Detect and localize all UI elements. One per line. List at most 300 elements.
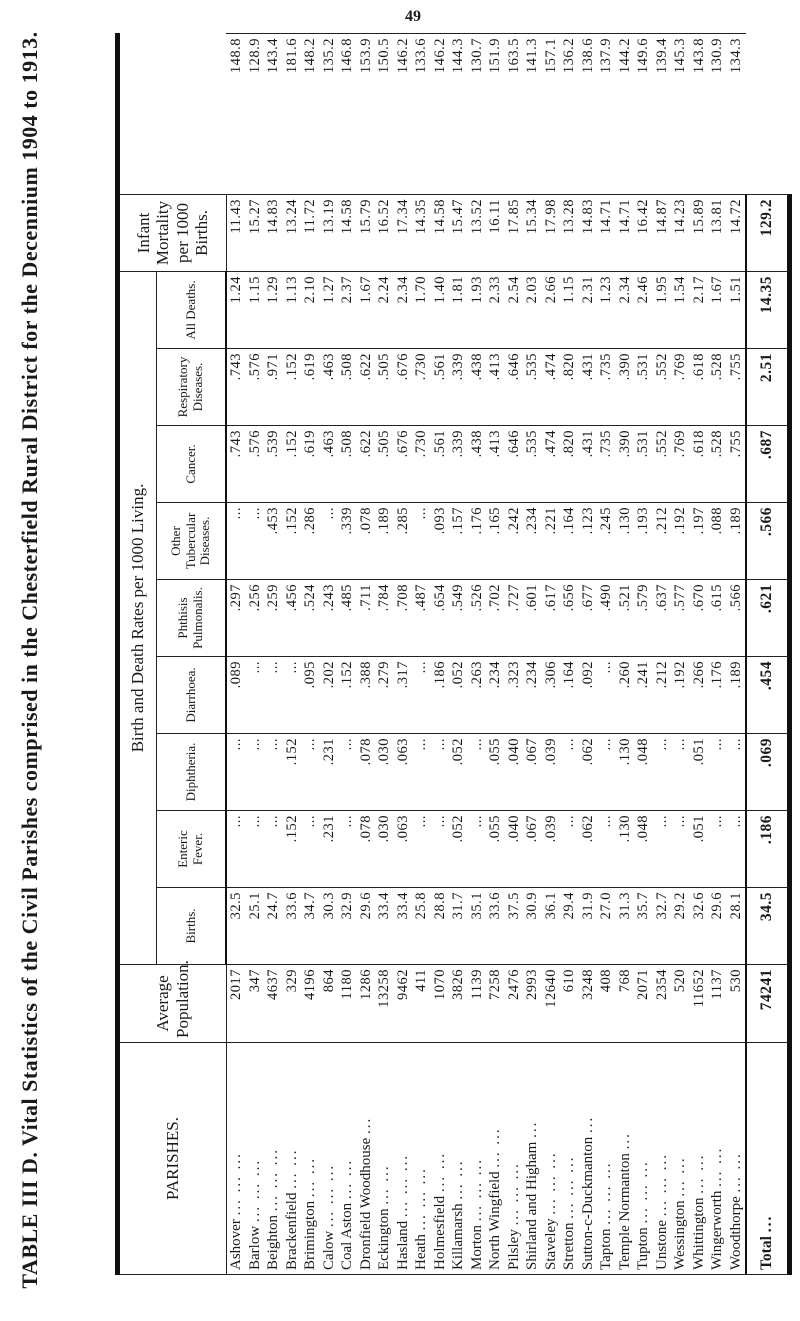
rate-cell: 29.2 bbox=[671, 888, 690, 965]
rate-cell: 33.4 bbox=[394, 888, 413, 965]
rate-cell: ... bbox=[226, 503, 246, 580]
rate-cell: .051 bbox=[690, 734, 709, 811]
leader-dots: ... bbox=[524, 1120, 540, 1138]
population-cell: 9462 bbox=[394, 965, 413, 1043]
rate-cell: 15.34 bbox=[523, 194, 542, 271]
rate-cell: .192 bbox=[671, 503, 690, 580]
rate-cell: 2.34 bbox=[616, 271, 635, 348]
population-cell: 610 bbox=[560, 965, 579, 1043]
rate-cell: .431 bbox=[579, 349, 598, 426]
parish-name-cell bbox=[505, 1043, 524, 1275]
rate-cell: .784 bbox=[375, 580, 394, 657]
rate-cell: .390 bbox=[616, 426, 635, 503]
rate-cell: .528 bbox=[708, 426, 727, 503]
rate-cell: 146.2 bbox=[394, 34, 413, 195]
parish-name: Barlow bbox=[246, 1225, 263, 1270]
rate-cell: .323 bbox=[505, 657, 524, 734]
rate-cell: 150.5 bbox=[375, 34, 394, 195]
rate-cell: 14.83 bbox=[264, 194, 283, 271]
rate-cell: .820 bbox=[560, 426, 579, 503]
rate-cell: .088 bbox=[708, 503, 727, 580]
rate-cell: .176 bbox=[708, 657, 727, 734]
rate-cell: 2.34 bbox=[394, 271, 413, 348]
rate-cell: .490 bbox=[597, 580, 616, 657]
rate-header: Diphtheria. bbox=[157, 734, 227, 811]
table-row bbox=[320, 34, 339, 1275]
rate-cell: .130 bbox=[616, 503, 635, 580]
rate-cell: .339 bbox=[449, 426, 468, 503]
rate-header: Enteric Fever. bbox=[157, 811, 227, 888]
rate-cell: .676 bbox=[394, 426, 413, 503]
rate-cell: 2.66 bbox=[542, 271, 561, 348]
table-row bbox=[246, 34, 265, 1275]
rate-cell: 14.72 bbox=[727, 194, 747, 271]
rate-cell: 15.89 bbox=[690, 194, 709, 271]
rate-cell: .202 bbox=[320, 657, 339, 734]
parish-name: Stretton bbox=[561, 1222, 577, 1270]
rate-cell: .078 bbox=[357, 811, 376, 888]
rate-cell: ... bbox=[431, 811, 450, 888]
rate-cell: ... bbox=[597, 811, 616, 888]
table-row bbox=[226, 34, 246, 1275]
leader-dots: ... ... bbox=[339, 1158, 355, 1200]
rate-cell: .505 bbox=[375, 426, 394, 503]
rate-cell: .727 bbox=[505, 580, 524, 657]
rate-cell: .463 bbox=[320, 349, 339, 426]
rate-cell: 1.15 bbox=[560, 271, 579, 348]
leader-dots: ... ... bbox=[727, 1152, 744, 1193]
parish-name-cell bbox=[226, 1043, 246, 1275]
rate-cell: .189 bbox=[375, 503, 394, 580]
parish-name-cell bbox=[653, 1043, 672, 1275]
rate-cell: .390 bbox=[616, 349, 635, 426]
parish-name: Coal Aston bbox=[339, 1202, 355, 1270]
rate-header: Births. bbox=[157, 888, 227, 965]
rate-cell: 29.6 bbox=[708, 888, 727, 965]
population-cell: 1180 bbox=[338, 965, 357, 1043]
rate-cell: .317 bbox=[394, 657, 413, 734]
rate-cell: .438 bbox=[468, 426, 487, 503]
rate-cell: .063 bbox=[394, 734, 413, 811]
rate-cell: .677 bbox=[579, 580, 598, 657]
rate-cell: .601 bbox=[523, 580, 542, 657]
rate-cell: 14.35 bbox=[412, 194, 431, 271]
rate-cell: 146.2 bbox=[431, 34, 450, 195]
table-row bbox=[616, 34, 635, 1275]
rate-cell: 1.13 bbox=[283, 271, 302, 348]
rate-cell: ... bbox=[708, 811, 727, 888]
rate-header: Other Tubercular Diseases. bbox=[157, 503, 227, 580]
rate-cell: 17.85 bbox=[505, 194, 524, 271]
rate-cell: .123 bbox=[579, 503, 598, 580]
population-cell: 347 bbox=[246, 965, 265, 1043]
rate-cell: 1.81 bbox=[449, 271, 468, 348]
rate-cell: .231 bbox=[320, 811, 339, 888]
parish-name: Eckington bbox=[376, 1208, 392, 1270]
rate-cell: 30.9 bbox=[523, 888, 542, 965]
rate-cell: ... bbox=[246, 503, 265, 580]
rate-cell: 16.42 bbox=[634, 194, 653, 271]
rate-cell: .052 bbox=[449, 734, 468, 811]
rate-cell: .052 bbox=[449, 657, 468, 734]
population-cell: 520 bbox=[671, 965, 690, 1043]
rate-cell: .566 bbox=[727, 580, 747, 657]
rate-cell: ... bbox=[246, 657, 265, 734]
rate-cell: .297 bbox=[226, 580, 246, 657]
rate-cell: .654 bbox=[431, 580, 450, 657]
rate-cell: .524 bbox=[301, 580, 320, 657]
rate-cell: 14.71 bbox=[616, 194, 635, 271]
rate-cell: .769 bbox=[671, 426, 690, 503]
rate-cell: .242 bbox=[505, 503, 524, 580]
leader-dots: ... ... bbox=[487, 1127, 503, 1168]
leader-dots: ... ... ... bbox=[653, 1153, 670, 1217]
rate-cell: .615 bbox=[708, 580, 727, 657]
parish-name-cell bbox=[301, 1043, 320, 1275]
leader-dots: ... ... ... bbox=[246, 1158, 263, 1223]
rate-cell: 35.7 bbox=[634, 888, 653, 965]
parish-name-cell bbox=[690, 1043, 709, 1275]
rate-cell: ... bbox=[283, 657, 302, 734]
rate-cell: 141.3 bbox=[523, 34, 542, 195]
rate-cell: .619 bbox=[301, 349, 320, 426]
rate-cell: .152 bbox=[283, 811, 302, 888]
parish-name: North Wingfield bbox=[487, 1171, 503, 1270]
rate-cell: .092 bbox=[579, 657, 598, 734]
rate-cell: .063 bbox=[394, 811, 413, 888]
table-row bbox=[653, 34, 672, 1275]
rate-cell: 14.58 bbox=[431, 194, 450, 271]
rate-cell: .051 bbox=[690, 811, 709, 888]
rate-cell: 32.6 bbox=[690, 888, 709, 965]
rate-cell: 13.81 bbox=[708, 194, 727, 271]
leader-dots: ... ... ... bbox=[413, 1167, 429, 1231]
rate-cell: .279 bbox=[375, 657, 394, 734]
rate-cell: .971 bbox=[264, 349, 283, 426]
rate-cell: ... bbox=[301, 811, 320, 888]
leader-dots: ... ... ... bbox=[227, 1152, 244, 1216]
rate-cell: .755 bbox=[727, 426, 747, 503]
rate-cell: .339 bbox=[338, 503, 357, 580]
rate-cell: .286 bbox=[301, 503, 320, 580]
rate-cell: 34.5 bbox=[746, 888, 790, 965]
rate-cell: 25.8 bbox=[412, 888, 431, 965]
parish-name: Killamarsh bbox=[450, 1203, 466, 1270]
rate-cell: .755 bbox=[727, 349, 747, 426]
rate-cell: .040 bbox=[505, 811, 524, 888]
rate-cell: 130.9 bbox=[708, 34, 727, 195]
population-cell: 4196 bbox=[301, 965, 320, 1043]
rate-cell: 33.6 bbox=[283, 888, 302, 965]
parish-name: Holmesfield bbox=[431, 1195, 448, 1270]
rate-cell: .549 bbox=[449, 580, 468, 657]
rate-cell: .552 bbox=[653, 426, 672, 503]
rate-cell: .820 bbox=[560, 349, 579, 426]
rate-cell: ... bbox=[671, 734, 690, 811]
leader-dots: ... ... ... bbox=[265, 1148, 281, 1212]
rate-cell: .256 bbox=[246, 580, 265, 657]
rate-cell: .622 bbox=[357, 426, 376, 503]
parish-name: Tupton bbox=[635, 1227, 651, 1270]
rate-cell: .463 bbox=[320, 426, 339, 503]
rate-cell: 33.4 bbox=[375, 888, 394, 965]
leader-dots: ... ... bbox=[450, 1159, 466, 1200]
rate-cell: .730 bbox=[412, 426, 431, 503]
parish-name-cell bbox=[357, 1043, 376, 1275]
parish-name-cell bbox=[412, 1043, 431, 1275]
rate-cell: .535 bbox=[523, 349, 542, 426]
rate-cell: .263 bbox=[468, 657, 487, 734]
rate-cell: 27.0 bbox=[597, 888, 616, 965]
table-row bbox=[449, 34, 468, 1275]
parish-name: Staveley bbox=[542, 1218, 559, 1270]
parish-name-cell bbox=[431, 1043, 450, 1275]
rate-cell: 1.27 bbox=[320, 271, 339, 348]
rate-header: Cancer. bbox=[157, 426, 227, 503]
rate-cell: 144.2 bbox=[616, 34, 635, 195]
rate-cell: .637 bbox=[653, 580, 672, 657]
leader-dots: ... ... ... bbox=[505, 1162, 522, 1226]
rate-cell: .245 bbox=[597, 503, 616, 580]
population-cell: 408 bbox=[597, 965, 616, 1043]
table-row bbox=[579, 34, 598, 1275]
leader-dots: ... ... ... bbox=[561, 1155, 577, 1219]
rate-cell: 1.24 bbox=[226, 271, 246, 348]
vital-statistics-table bbox=[115, 33, 792, 1275]
rate-cell: .339 bbox=[449, 349, 468, 426]
rate-cell: ... bbox=[320, 503, 339, 580]
rate-cell: .676 bbox=[394, 349, 413, 426]
rate-cell: .055 bbox=[486, 734, 505, 811]
rate-cell: .039 bbox=[542, 734, 561, 811]
rate-cell: .539 bbox=[264, 426, 283, 503]
rate-cell: .212 bbox=[653, 503, 672, 580]
rate-cell: ... bbox=[264, 657, 283, 734]
rate-cell: 139.4 bbox=[653, 34, 672, 195]
rate-cell: 135.2 bbox=[320, 34, 339, 195]
rate-cell: .152 bbox=[283, 349, 302, 426]
parish-name: Temple Normanton bbox=[616, 1153, 633, 1270]
population-cell: 864 bbox=[320, 965, 339, 1043]
rate-cell: 29.4 bbox=[560, 888, 579, 965]
rate-cell: 15.47 bbox=[449, 194, 468, 271]
rate-cell: 144.3 bbox=[449, 34, 468, 195]
rate-cell: 2.46 bbox=[634, 271, 653, 348]
rate-cell: .243 bbox=[320, 580, 339, 657]
rate-cell: ... bbox=[560, 734, 579, 811]
rate-cell: .531 bbox=[634, 426, 653, 503]
rate-cell: 11.43 bbox=[226, 194, 246, 271]
table-row bbox=[505, 34, 524, 1275]
rate-header: Respiratory Diseases. bbox=[157, 349, 227, 426]
rate-cell: 136.2 bbox=[560, 34, 579, 195]
rate-cell: .040 bbox=[505, 734, 524, 811]
table-row bbox=[671, 34, 690, 1275]
rate-cell: ... bbox=[412, 503, 431, 580]
rate-cell: .576 bbox=[246, 426, 265, 503]
rate-cell: .528 bbox=[708, 349, 727, 426]
rate-cell: .735 bbox=[597, 349, 616, 426]
rate-cell: 31.9 bbox=[579, 888, 598, 965]
rate-cell: .152 bbox=[283, 734, 302, 811]
rate-cell: .485 bbox=[338, 580, 357, 657]
parishes-header: PARISHES. bbox=[118, 1043, 227, 1275]
rate-cell: 14.71 bbox=[597, 194, 616, 271]
rate-cell: 1.15 bbox=[246, 271, 265, 348]
header-group-row bbox=[118, 34, 157, 1275]
leader-dots: ... ... ... bbox=[635, 1160, 651, 1224]
rate-cell: .456 bbox=[283, 580, 302, 657]
parish-name: Total bbox=[757, 1236, 775, 1270]
rate-cell: .708 bbox=[394, 580, 413, 657]
rate-cell: .552 bbox=[653, 349, 672, 426]
rate-cell: 137.9 bbox=[597, 34, 616, 195]
rate-cell: .474 bbox=[542, 426, 561, 503]
population-cell: 2017 bbox=[226, 965, 246, 1043]
rate-cell: .048 bbox=[634, 811, 653, 888]
parish-name: Wingerworth bbox=[709, 1190, 725, 1270]
rate-cell: .670 bbox=[690, 580, 709, 657]
population-cell: 13258 bbox=[375, 965, 394, 1043]
rate-cell: .687 bbox=[746, 426, 790, 503]
rate-cell: ... bbox=[727, 734, 747, 811]
rate-cell: .192 bbox=[671, 657, 690, 734]
rate-cell: .505 bbox=[375, 349, 394, 426]
rate-cell: .078 bbox=[357, 503, 376, 580]
rate-cell: .577 bbox=[671, 580, 690, 657]
rotated-table-container bbox=[115, 33, 790, 1275]
rate-cell: .730 bbox=[412, 349, 431, 426]
parish-name-cell bbox=[634, 1043, 653, 1275]
parish-name-cell bbox=[449, 1043, 468, 1275]
rate-cell: ... bbox=[226, 811, 246, 888]
rate-cell: .130 bbox=[616, 734, 635, 811]
table-row bbox=[486, 34, 505, 1275]
rate-cell: 163.5 bbox=[505, 34, 524, 195]
rate-cell: .576 bbox=[246, 349, 265, 426]
rate-cell: 13.52 bbox=[468, 194, 487, 271]
rate-cell: 37.5 bbox=[505, 888, 524, 965]
population-cell: 530 bbox=[727, 965, 747, 1043]
rate-cell: 25.1 bbox=[246, 888, 265, 965]
rate-cell: ... bbox=[338, 811, 357, 888]
rate-cell: .617 bbox=[542, 580, 561, 657]
table-row bbox=[708, 34, 727, 1275]
parish-name: Unstone bbox=[653, 1220, 670, 1270]
rate-cell: .152 bbox=[283, 426, 302, 503]
rate-cell: 143.8 bbox=[690, 34, 709, 195]
population-cell: 1070 bbox=[431, 965, 450, 1043]
rate-cell: .093 bbox=[431, 503, 450, 580]
parish-name: Tapton bbox=[598, 1228, 614, 1270]
rate-cell: .067 bbox=[523, 811, 542, 888]
rate-cell: .561 bbox=[431, 426, 450, 503]
rate-cell: 153.9 bbox=[357, 34, 376, 195]
total-row bbox=[746, 34, 790, 1275]
parish-name-cell bbox=[338, 1043, 357, 1275]
parish-name: Ashover bbox=[227, 1219, 244, 1270]
rate-cell: .618 bbox=[690, 426, 709, 503]
population-cell: 11652 bbox=[690, 965, 709, 1043]
population-cell: 3248 bbox=[579, 965, 598, 1043]
population-cell: 3826 bbox=[449, 965, 468, 1043]
leader-dots: ... ... bbox=[302, 1156, 318, 1198]
rate-cell: 157.1 bbox=[542, 34, 561, 195]
rate-cell: ... bbox=[226, 734, 246, 811]
rate-cell: 145.3 bbox=[671, 34, 690, 195]
rate-cell: 29.6 bbox=[357, 888, 376, 965]
rate-cell: .062 bbox=[579, 734, 598, 811]
parish-name-cell bbox=[375, 1043, 394, 1275]
rate-cell: 1.67 bbox=[708, 271, 727, 348]
table-row bbox=[394, 34, 413, 1275]
rate-cell: .078 bbox=[357, 734, 376, 811]
rate-cell: 146.8 bbox=[338, 34, 357, 195]
rate-cell: .431 bbox=[579, 426, 598, 503]
table-title-block bbox=[0, 0, 60, 1321]
rate-cell: 1.29 bbox=[264, 271, 283, 348]
rate-cell: .566 bbox=[746, 503, 790, 580]
rate-cell: .176 bbox=[468, 503, 487, 580]
table-row bbox=[301, 34, 320, 1275]
rate-cell: .212 bbox=[653, 657, 672, 734]
parish-name-cell bbox=[246, 1043, 265, 1275]
rate-cell: 32.7 bbox=[653, 888, 672, 965]
table-row bbox=[560, 34, 579, 1275]
parish-name-cell bbox=[671, 1043, 690, 1275]
rate-cell: .438 bbox=[468, 349, 487, 426]
parish-name: Brimington bbox=[302, 1200, 318, 1270]
rate-header: Phthisis Pulmonalis. bbox=[157, 580, 227, 657]
rate-cell: 151.9 bbox=[486, 34, 505, 195]
rate-cell: 14.83 bbox=[579, 194, 598, 271]
parish-name: Whittington bbox=[690, 1197, 707, 1270]
parish-name-cell bbox=[727, 1043, 747, 1275]
rate-cell: 33.6 bbox=[486, 888, 505, 965]
rate-cell: ... bbox=[246, 734, 265, 811]
population-cell: 2354 bbox=[653, 965, 672, 1043]
rate-cell: 14.23 bbox=[671, 194, 690, 271]
parish-name-cell bbox=[746, 1043, 790, 1275]
rate-cell: 14.35 bbox=[746, 271, 790, 348]
rate-cell: ... bbox=[246, 811, 265, 888]
population-cell: 2071 bbox=[634, 965, 653, 1043]
parish-name-cell bbox=[264, 1043, 283, 1275]
page-number: 49 bbox=[405, 8, 421, 25]
rate-cell: .508 bbox=[338, 426, 357, 503]
rate-cell: 143.4 bbox=[264, 34, 283, 195]
parish-name: Beighton bbox=[265, 1215, 281, 1270]
parish-name: Pilsley bbox=[505, 1229, 522, 1270]
table-row bbox=[634, 34, 653, 1275]
rate-cell: .618 bbox=[690, 349, 709, 426]
rate-cell: .622 bbox=[357, 349, 376, 426]
rate-cell: .413 bbox=[486, 426, 505, 503]
parish-name: Heath bbox=[413, 1234, 429, 1270]
rate-cell: .189 bbox=[727, 657, 747, 734]
rate-cell: .285 bbox=[394, 503, 413, 580]
rate-cell: 13.24 bbox=[283, 194, 302, 271]
table-body bbox=[226, 34, 790, 1275]
rate-cell: 14.58 bbox=[338, 194, 357, 271]
leader-dots: ... bbox=[579, 1115, 596, 1133]
rate-cell: .413 bbox=[486, 349, 505, 426]
parish-name: Sutton-c-Duckmanton bbox=[579, 1136, 596, 1270]
rate-cell: .089 bbox=[226, 657, 246, 734]
rate-cell: 13.28 bbox=[560, 194, 579, 271]
rate-cell: .769 bbox=[671, 349, 690, 426]
rate-cell: .241 bbox=[634, 657, 653, 734]
